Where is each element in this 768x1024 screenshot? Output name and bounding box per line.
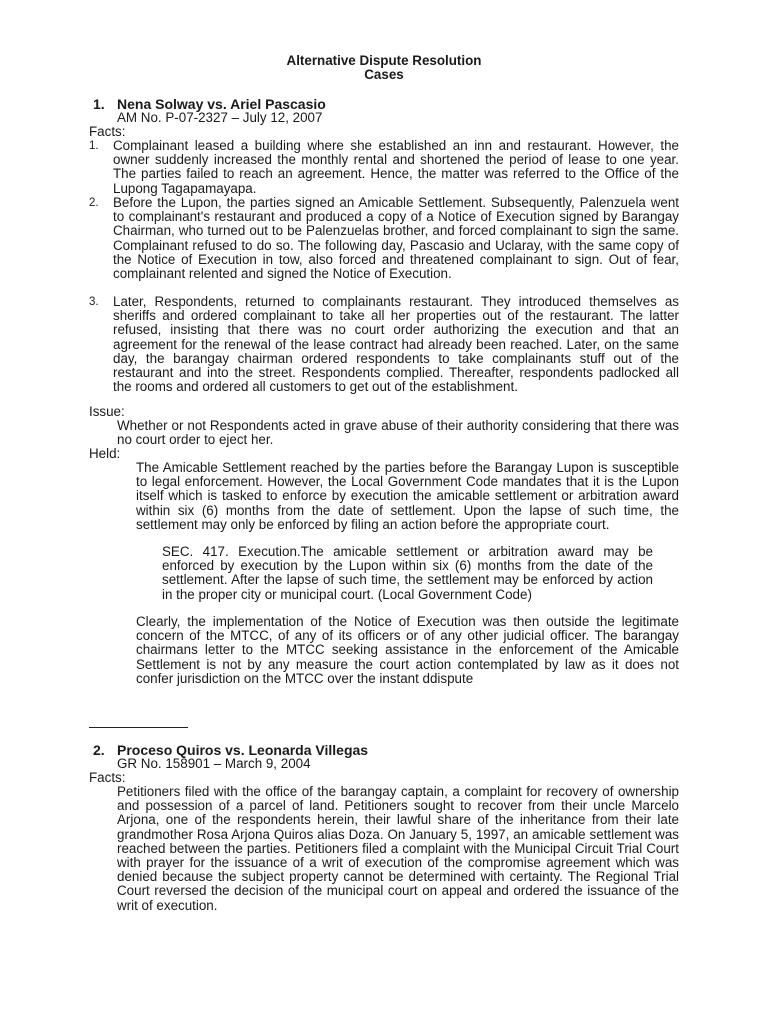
case1-issue-label: Issue: [89,404,125,419]
document-title-line1: Alternative Dispute Resolution [286,53,482,68]
case1-facts-label: Facts: [89,124,126,139]
case1-fact-2-number: 2. [89,197,99,209]
case1-held-paragraph-2: Clearly, the implementation of the Notice of Execution was then outside the legitimate concern of the MTCC, of any of its officers or of any other judicial officer. The barangay chairmans letter to the MTCC seeking assistance in the enforcement of the Amicable Settlement is not by any measure the court action contemplated by law as it does not confer jurisdiction on the MTCC over the instant ddispute [136,614,679,686]
case1-fact-3-number: 3. [89,296,99,308]
case1-held-paragraph-1: The Amicable Settlement reached by the parties before the Barangay Lupon is susceptible to legal enforcement. However, the Local Government Code mandates that it is the Lupon itself which is tasked to enforce by execution the amicable settlement or arbitration award within six (6) months from the date of settlement. Upon the lapse of such time, the settlement may only be enforced by filing an action before the appropriate court. [136,460,679,532]
footnote-separator-rule [89,727,188,728]
case1-issue-text: Whether or not Respondents acted in grave abuse of their authority considering that there was no court order to eject her. [117,418,679,448]
case2-title: Proceso Quiros vs. Leonarda Villegas [117,742,369,758]
case1-fact-2-text: Before the Lupon, the parties signed an Amicable Settlement. Subsequently, Palenzuela went to complainant's restaurant and produced a copy of a Notice of Execution signed by Barangay Chairman, who turned out to be Palenzuelas brother, and forced complainant to sign the same. Complainant refused to do so. The following day, Pascasio and Uclaray, with the same copy of the Notice of Execution in tow, also forced and threatened complainant to sign. Out of fear, complainant relented and signed the Notice of Execution. [113,195,679,282]
case1-fact-3-text: Later, Respondents, returned to complainants restaurant. They introduced themselves as sheriffs and ordered complainant to take all her properties out of the restaurant. The latter refused, insisting that there was no court order authorizing the execution and that an agreement for the renewal of the lease contract had already been reached. Later, on the same day, the barangay chairman ordered respondents to take complainants stuff out of the restaurant and into the street. Respondents complied. Thereafter, respondents padlocked all the rooms and ordered all customers to get out of the establishment. [113,294,679,395]
case2-number: 2. [93,742,105,758]
document-title-line2: Cases [364,67,404,83]
case1-fact-1-text: Complainant leased a building where she established an inn and restaurant. However, the owner suddenly increased the monthly rental and shortened the period of lease to one year. The parties failed to reach an agreement. Hence, the matter was referred to the Office of the Lupong Tagapamayapa. [113,138,679,196]
case1-held-quote: SEC. 417. Execution.The amicable settlement or arbitration award may be enforced by execution by the Lupon within six (6) months from the date of the settlement. After the lapse of such time, the settlement may be enforced by action in the proper city or municipal court. (Local Government Code) [162,544,653,602]
case2-facts-label: Facts: [89,770,126,785]
case2-facts-text: Petitioners filed with the office of the barangay captain, a complaint for recovery of ownership and possession of a parcel of land. Petitioners sought to recover from their uncle Marcelo Arjona, one of the respondents herein, their lawful share of the inheritance from their late grandmother Rosa Arjona Quiros alias Doza. On January 5, 1997, an amicable settlement was reached between the parties. Petitioners filed a complaint with the Municipal Circuit Trial Court with prayer for the issuance of a writ of execution of the compromise agreement which was denied because the subject property cannot be determined with certainty. The Regional Trial Court reversed the decision of the municipal court on appeal and ordered the issuance of the writ of execution. [117,784,679,913]
case1-fact-3 [89,295,679,394]
document-title [0,54,768,82]
case1-held-label: Held: [89,446,121,461]
case1-reference: AM No. P-07-2327 – July 12, 2007 [117,110,323,125]
case1-number: 1. [93,96,105,112]
case1-fact-2 [89,196,679,281]
case1-fact-1 [89,139,679,196]
case1-title: Nena Solway vs. Ariel Pascasio [117,96,326,112]
case1-fact-1-number: 1. [89,140,99,152]
case2-reference: GR No. 158901 – March 9, 2004 [117,756,311,771]
